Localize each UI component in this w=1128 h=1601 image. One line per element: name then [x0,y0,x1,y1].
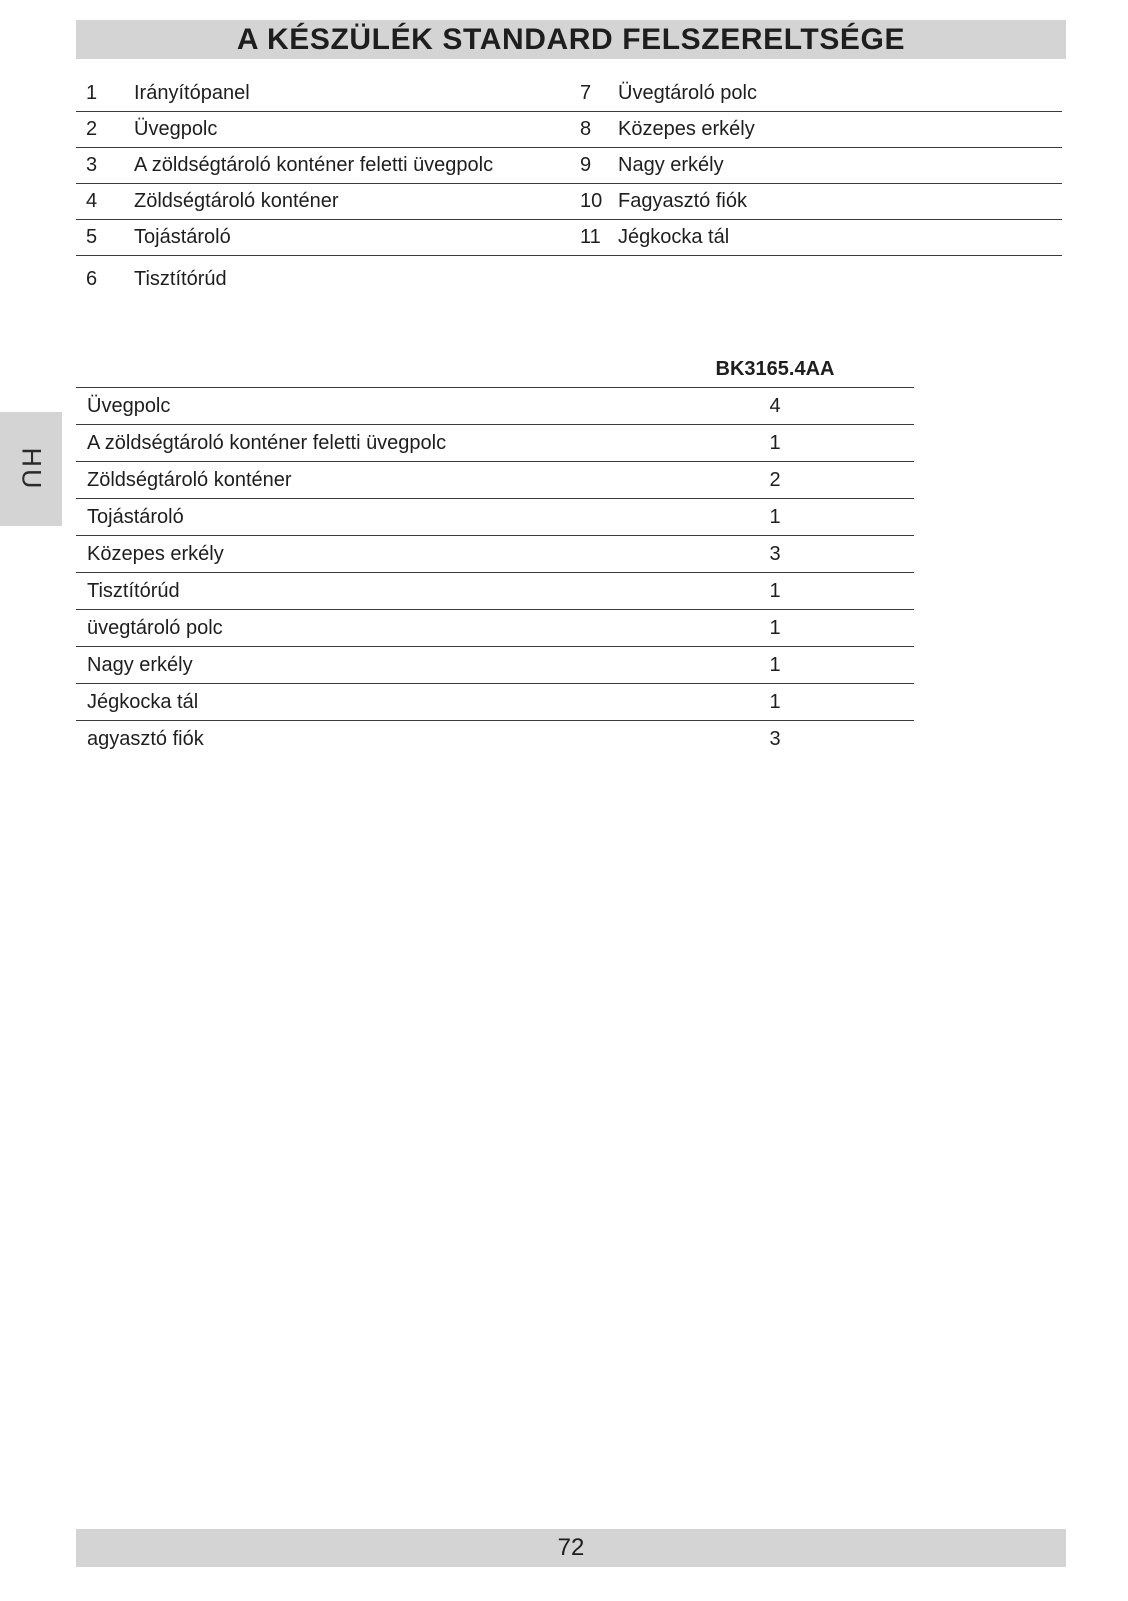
part-number: 3 [86,154,98,176]
parts-right-cell [568,76,1062,112]
part-number: 5 [86,226,98,248]
part-label: Zöldségtároló konténer [134,190,339,212]
part-number: 6 [86,267,98,290]
parts-left-cell [76,184,568,220]
part-label: Jégkocka tál [618,226,730,248]
parts-row [76,220,1062,256]
table-row [76,684,914,721]
quantity-table [76,352,914,758]
part-number: 7 [580,82,592,104]
item-count: 1 [769,616,781,639]
part-number: 9 [580,154,592,176]
parts-left-cell [76,220,568,256]
item-count: 2 [769,468,781,491]
part-label: Üvegpolc [134,118,218,140]
part-number: 11 [580,226,601,248]
part-number: 2 [86,118,98,140]
page-number: 72 [76,1529,1066,1567]
part-number: 8 [580,118,592,140]
item-name: Tisztítórúd [87,579,180,602]
parts-row [76,148,1062,184]
item-name: A zöldségtároló konténer feletti üvegpolc [87,431,447,454]
table-row [76,462,914,499]
item-name: Közepes erkély [87,542,224,565]
parts-row [76,112,1062,148]
parts-right-cell [568,148,1062,184]
part-number: 1 [86,82,98,104]
parts-right-cell [568,220,1062,256]
item-name: Nagy erkély [87,653,193,676]
table-row [76,499,914,536]
parts-left-cell [76,256,568,302]
part-label: Üvegtároló polc [618,82,757,104]
parts-list [76,76,1062,302]
item-count: 1 [769,431,781,454]
part-label: Fagyasztó fiók [618,190,747,212]
item-name: agyasztó fiók [87,728,204,750]
parts-right-cell [568,112,1062,148]
parts-row [76,184,1062,220]
part-label: Közepes erkély [618,118,755,140]
item-name: Zöldségtároló konténer [87,468,292,491]
part-number: 4 [86,190,98,212]
table-row [76,573,914,610]
part-number: 10 [580,190,603,212]
parts-row [76,76,1062,112]
part-label: Irányítópanel [134,82,250,104]
page-title: A KÉSZÜLÉK STANDARD FELSZERELTSÉGE [76,20,1066,59]
parts-left-cell [76,112,568,148]
part-label: Tojástároló [134,226,231,248]
table-row [76,721,914,758]
quantity-table-header [76,352,914,388]
item-name: Tojástároló [87,505,184,528]
table-row [76,536,914,573]
parts-left-cell [76,148,568,184]
table-row [76,647,914,684]
item-count: 3 [769,542,781,565]
part-label: Tisztítórúd [134,267,227,290]
parts-right-cell [568,184,1062,220]
table-row [76,610,914,647]
parts-row [76,256,1062,302]
table-row [76,425,914,462]
parts-left-cell [76,76,568,112]
item-count: 1 [769,690,781,713]
item-count: 3 [769,728,781,750]
item-count: 1 [769,653,781,676]
item-name: Üvegpolc [87,394,171,417]
item-count: 4 [769,394,781,417]
item-count: 1 [769,505,781,528]
item-count: 1 [769,579,781,602]
item-name: üvegtároló polc [87,616,223,639]
language-tab [0,412,62,526]
item-name: Jégkocka tál [87,690,199,713]
part-label: Nagy erkély [618,154,724,176]
language-label: HU [16,447,47,491]
table-row [76,388,914,425]
part-label: A zöldségtároló konténer feletti üvegpolc [134,154,494,176]
model-column-header: BK3165.4AA [715,358,835,380]
